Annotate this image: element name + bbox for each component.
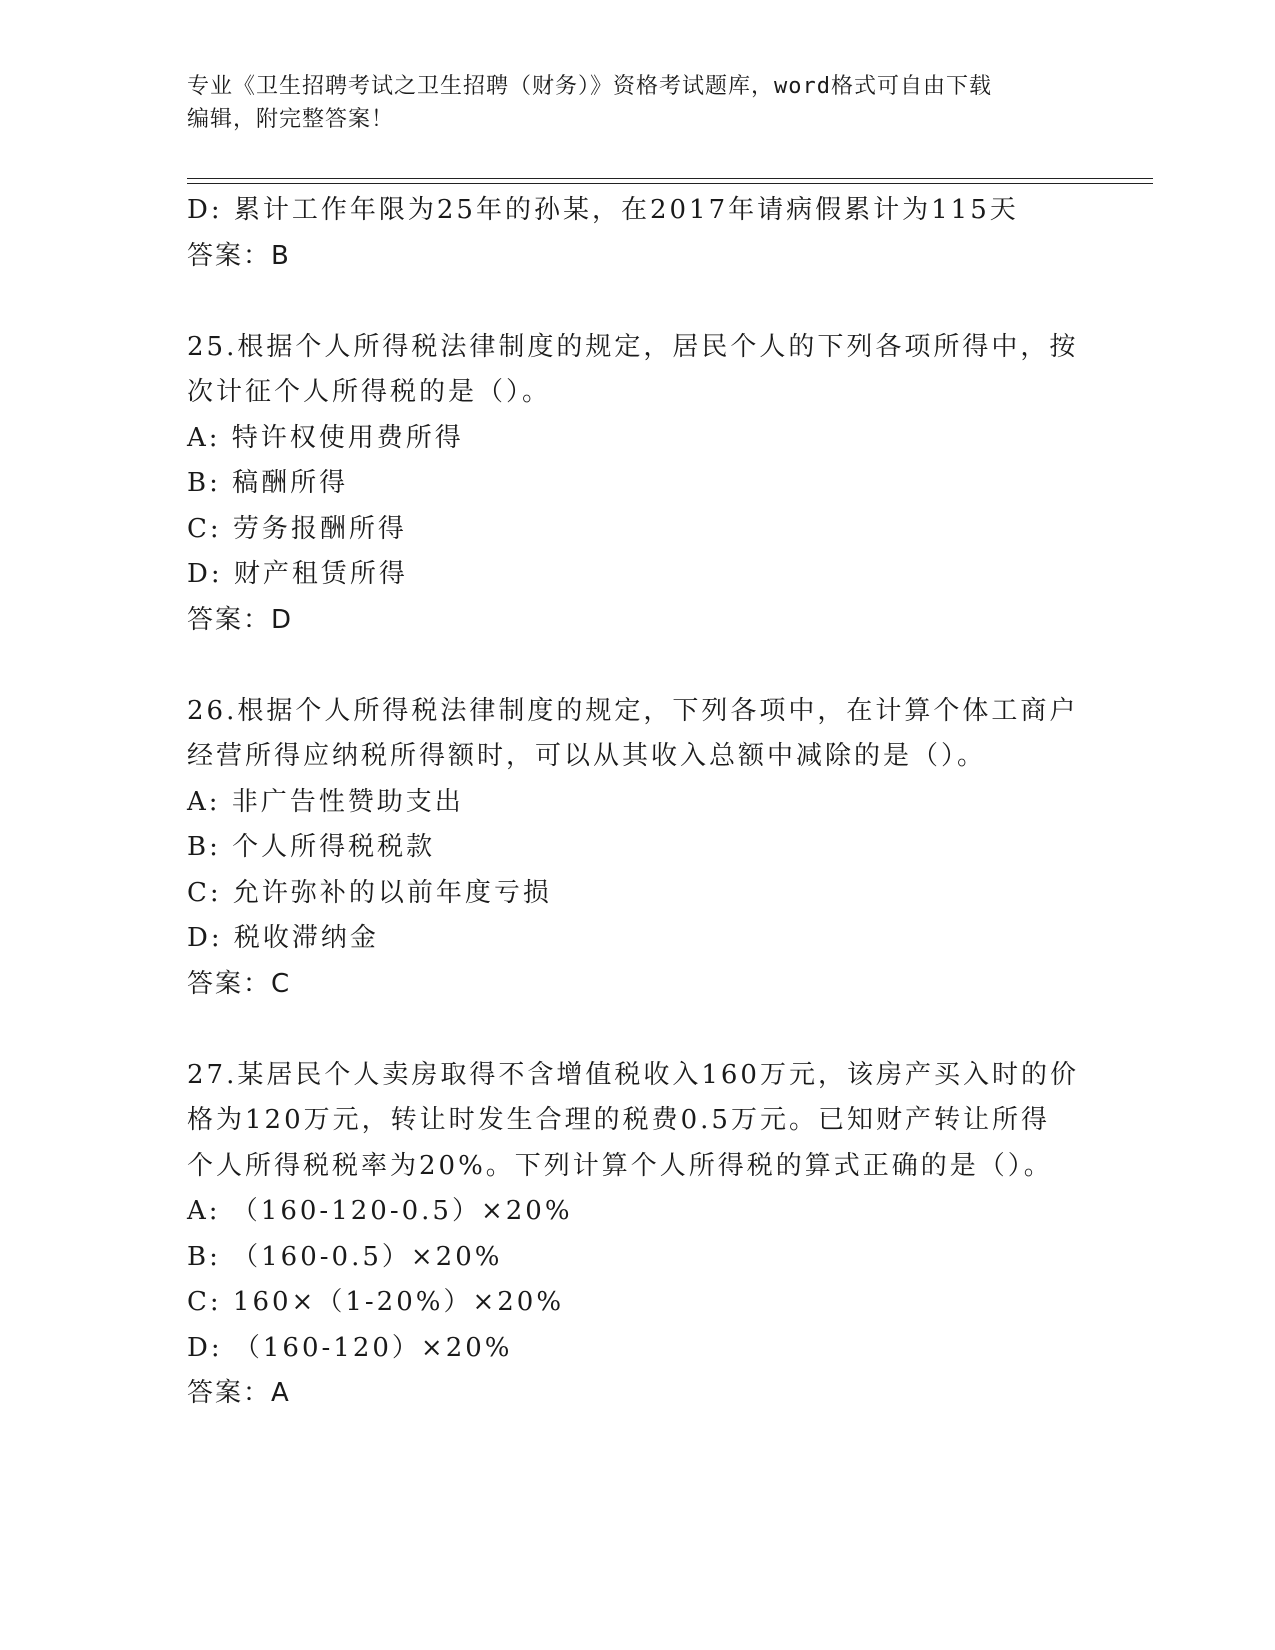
document-body	[187, 188, 1079, 1417]
header-rule-top	[187, 178, 1153, 179]
question-25-option-a: A: 特许权使用费所得	[187, 422, 464, 453]
question-26-option-d: D: 税收滞纳金	[187, 923, 379, 953]
question-25-option-c: C: 劳务报酬所得	[187, 513, 407, 544]
question-25-text-1: 25.根据个人所得税法律制度的规定，居民个人的下列各项所得中，按	[187, 331, 1079, 362]
question-27-answer: 答案：A	[187, 1378, 291, 1408]
question-27-text-1: 27.某居民个人卖房取得不含增值税收入160万元，该房产买入时的价	[187, 1059, 1079, 1090]
question-27-text-2: 格为120万元，转让时发生合理的税费0.5万元。已知财产转让所得	[187, 1105, 1050, 1135]
header-line-1: 专业《卫生招聘考试之卫生招聘（财务）》资格考试题库，word格式可自由下载	[187, 74, 992, 99]
question-27-text-3: 个人所得税税率为20%。下列计算个人所得税的算式正确的是（）。	[187, 1150, 1053, 1181]
question-25-option-b: B: 稿酬所得	[187, 468, 349, 498]
spacer	[187, 1007, 1067, 1053]
question-26-text-1: 26.根据个人所得税法律制度的规定，下列各项中，在计算个体工商户	[187, 695, 1079, 726]
question-26-option-b: B: 个人所得税税款	[187, 832, 436, 862]
question-25-option-d: D: 财产租赁所得	[187, 559, 408, 589]
question-27-option-b: B: （160-0.5）×20%	[187, 1241, 503, 1272]
prev-answer: 答案：B	[187, 240, 291, 271]
question-25-answer: 答案：D	[187, 604, 294, 635]
question-25-text-2: 次计征个人所得税的是（）。	[187, 377, 552, 407]
question-26-option-a: A: 非广告性赞助支出	[187, 786, 464, 817]
spacer	[187, 643, 1067, 689]
question-26-option-c: C: 允许弥补的以前年度亏损	[187, 877, 552, 908]
question-25	[187, 325, 1079, 644]
question-27	[187, 1053, 1079, 1417]
question-27-option-c: C: 160×（1-20%）×20%	[187, 1287, 565, 1317]
prev-option-d: D: 累计工作年限为25年的孙某，在2017年请病假累计为115天	[187, 195, 1019, 225]
page-header	[187, 70, 1067, 136]
question-26-answer: 答案：C	[187, 968, 292, 999]
spacer	[187, 279, 1067, 325]
question-27-option-d: D: （160-120）×20%	[187, 1332, 513, 1363]
header-line-2: 编辑，附完整答案！	[187, 107, 395, 132]
question-27-option-a: A: （160-120-0.5）×20%	[187, 1196, 573, 1226]
question-26	[187, 689, 1079, 1008]
question-26-text-2: 经营所得应纳税所得额时，可以从其收入总额中减除的是（）。	[187, 741, 987, 771]
header-rule-bottom	[187, 183, 1153, 184]
